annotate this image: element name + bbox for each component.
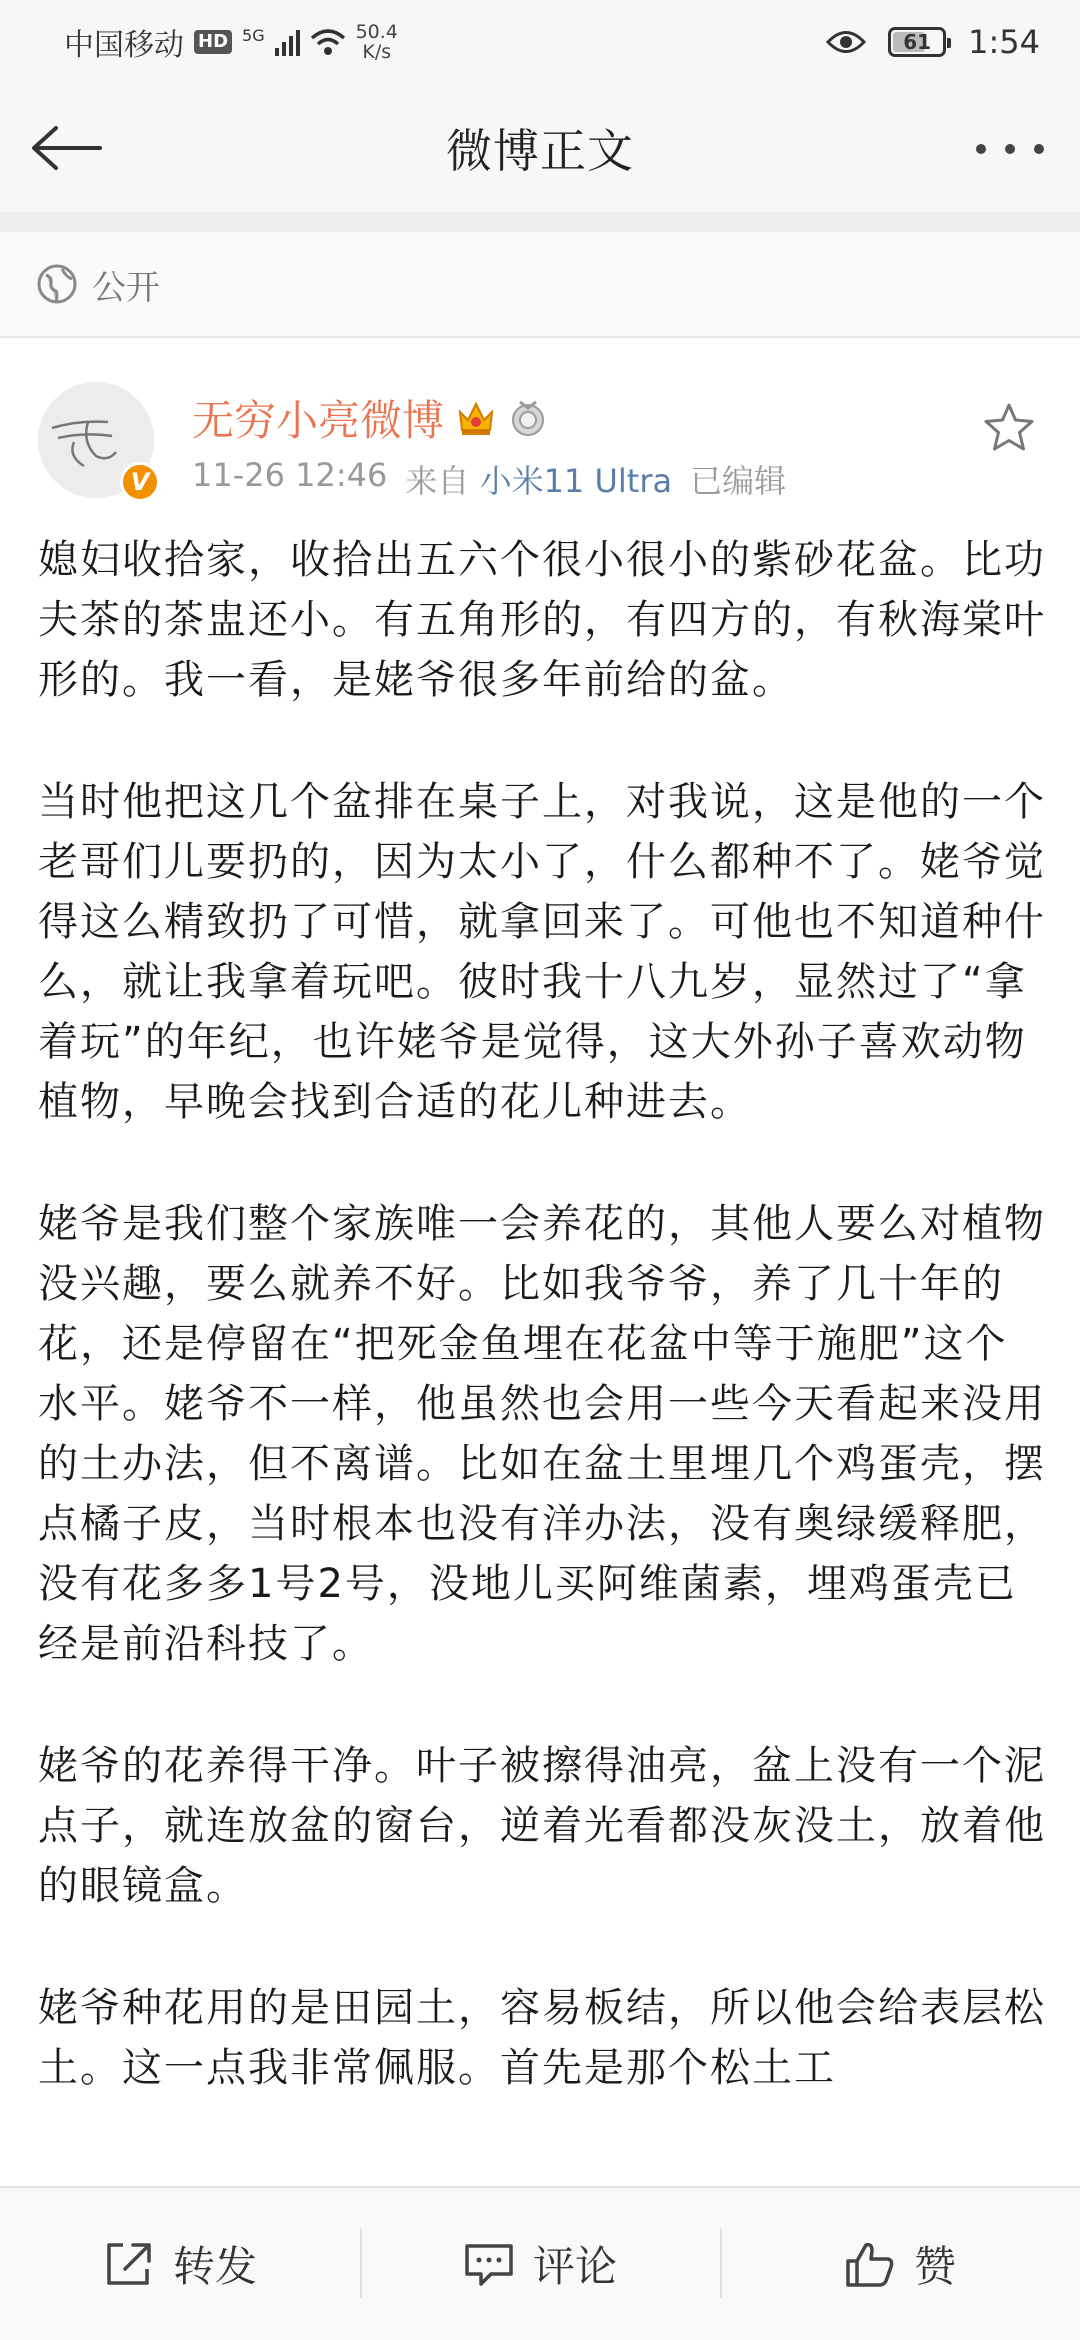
repost-label: 转发 [172, 2242, 257, 2291]
post-header [0, 338, 1080, 510]
user-line [192, 388, 548, 448]
more-button[interactable] [970, 114, 1050, 184]
username[interactable]: 无穷小亮微博 [192, 396, 445, 445]
page-title: 微博正文 [446, 124, 634, 178]
wifi-icon [310, 28, 346, 56]
share-icon [103, 2239, 155, 2289]
post-source[interactable]: 小米11 Ultra [479, 462, 673, 500]
visibility-label: 公开 [92, 267, 160, 308]
status-left [64, 20, 398, 64]
crown-badge-icon [454, 398, 498, 438]
avatar[interactable] [38, 382, 154, 498]
comment-label: 评论 [532, 2242, 617, 2291]
back-button[interactable] [26, 112, 106, 184]
visibility-row [0, 232, 1080, 338]
status-right [826, 23, 1040, 61]
network-type: 5G [242, 25, 265, 45]
post-paragraph: 媳妇收拾家，收拾出五六个很小很小的紫砂花盆。比功夫茶的茶盅还小。有五角形的，有四方的，有秋海棠叶形的。我一看，是姥爷很多年前给的盆。 [38, 537, 1046, 703]
status-bar [0, 0, 1080, 84]
hd-badge: HD [194, 30, 232, 54]
from-text: 来自 [405, 462, 470, 500]
star-icon [983, 402, 1035, 452]
medal-badge-icon [508, 398, 548, 438]
battery-level: 61 [903, 30, 932, 54]
speed-value: 50.4 [355, 21, 398, 43]
comment-button[interactable] [360, 2188, 720, 2340]
globe-icon [36, 263, 78, 305]
post-time: 11-26 12:46 [192, 456, 388, 494]
favorite-button[interactable] [974, 392, 1044, 462]
bottom-action-bar [0, 2186, 1080, 2340]
meta-line [192, 456, 786, 502]
arrow-left-icon [30, 124, 102, 172]
from-label [405, 456, 672, 502]
post-paragraph: 当时他把这几个盆排在桌子上，对我说，这是他的一个老哥们儿要扔的，因为太小了，什么都种不了。姥爷觉得这么精致扔了可惜，就拿回来了。可他也不知道种什么，就让我拿着玩吧。彼时我十八九岁，显然过了“拿着玩”的年纪，也许姥爷是觉得，这大外孙子喜欢动物植物，早晚会找到合适的花儿种进去。 [38, 779, 1046, 1125]
post-body [0, 510, 1080, 2186]
comment-icon [463, 2240, 515, 2288]
repost-button[interactable] [0, 2188, 360, 2340]
post-paragraph: 姥爷种花用的是田园土，容易板结，所以他会给表层松土。这一点我非常佩服。首先是那个松土工 [38, 1985, 1046, 2091]
status-time: 1:54 [968, 23, 1040, 61]
section-divider [0, 212, 1080, 232]
thumbs-up-icon [844, 2239, 896, 2289]
carrier-label: 中国移动 [64, 28, 184, 63]
more-dots-icon [976, 144, 986, 154]
battery-icon [888, 27, 946, 57]
verified-badge: V [120, 462, 160, 502]
post-paragraph: 姥爷是我们整个家族唯一会养花的，其他人要么对植物没兴趣，要么就养不好。比如我爷爷，养了几十年的花，还是停留在“把死金鱼埋在花盆中等于施肥”这个水平。姥爷不一样，他虽然也会用一些今天看起来没用的土办法，但不离谱。比如在盆土里埋几个鸡蛋壳，摆点橘子皮，当时根本也没有洋办法，没有奥绿缓释肥，没有花多多1号2号，没地儿买阿维菌素，埋鸡蛋壳已经是前沿科技了。 [38, 1201, 1046, 1667]
post-paragraph: 姥爷的花养得干净。叶子被擦得油亮，盆上没有一个泥点子，就连放盆的窗台，逆着光看都没灰没土，放着他的眼镜盒。 [38, 1743, 1046, 1909]
signal-icon [275, 28, 300, 56]
speed-unit: K/s [362, 41, 392, 63]
like-label: 赞 [913, 2242, 956, 2291]
edited-label[interactable]: 已编辑 [690, 462, 787, 500]
network-speed [356, 22, 398, 62]
like-button[interactable] [720, 2188, 1080, 2340]
eye-icon [826, 29, 866, 55]
nav-bar [0, 84, 1080, 212]
